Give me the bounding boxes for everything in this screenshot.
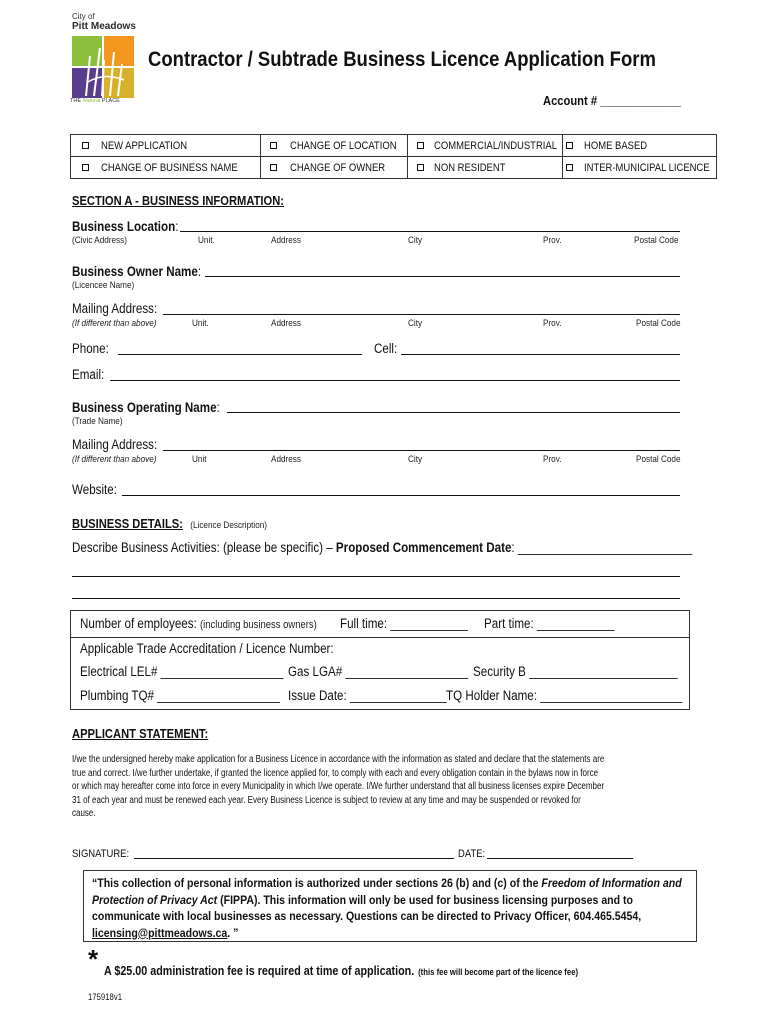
- operating-name-input[interactable]: [227, 412, 680, 413]
- privacy-notice-text: [92, 875, 762, 941]
- business-details-title: BUSINESS DETAILS:: [72, 516, 183, 531]
- privacy-line-2-tail: (FIPPA). This information will only be used for business licensing purposes and to: [217, 892, 633, 907]
- commercial-industrial-checkbox[interactable]: [417, 142, 424, 149]
- fee-notice: [104, 962, 578, 980]
- home-based-checkbox[interactable]: [566, 142, 573, 149]
- tagline-left: THE: [70, 98, 81, 104]
- describe-activities-label: [72, 540, 692, 555]
- statement-line: I/we the undersigned hereby make application for a Business Licence in accordance with the information as stated and declare that the statements are: [72, 754, 605, 765]
- describe-text: Describe Business Activities: (please be specific) –: [72, 540, 336, 555]
- website-input[interactable]: [122, 495, 680, 496]
- postal-code-hint: Postal Code: [634, 235, 679, 246]
- business-location-label: [72, 219, 178, 234]
- operating-name-text: Business Operating Name: [72, 400, 217, 415]
- trade-accreditation-label: Applicable Trade Accreditation / Licence Number:: [80, 641, 334, 656]
- statement-line: cause.: [72, 808, 96, 819]
- commencement-field[interactable]: : ___________________________: [511, 540, 693, 555]
- logo-grass-icon: [78, 42, 130, 96]
- foi-act-text: Freedom of Information and: [541, 876, 682, 890]
- website-label: Website:: [72, 482, 117, 497]
- phone-input[interactable]: [118, 354, 362, 355]
- change-owner-checkbox[interactable]: [270, 164, 277, 171]
- new-application-checkbox[interactable]: [82, 142, 89, 149]
- full-time-field[interactable]: Full time: ____________: [340, 616, 468, 631]
- activities-input-line-1[interactable]: [72, 576, 680, 577]
- mailing-address-label: Mailing Address:: [72, 301, 158, 316]
- logo-tagline: [70, 98, 120, 104]
- prov-hint-3: Prov.: [543, 454, 562, 465]
- gas-field[interactable]: Gas LGA# ___________________: [288, 664, 469, 679]
- phone-label: Phone:: [72, 341, 109, 356]
- owner-name-label: [72, 264, 201, 279]
- tq-holder-field[interactable]: TQ Holder Name: ______________________: [446, 688, 683, 703]
- form-code: 175918v1: [88, 992, 123, 1002]
- tagline-right: PLACE: [101, 98, 120, 104]
- email-input[interactable]: [110, 380, 680, 381]
- change-owner-label: CHANGE OF OWNER: [290, 162, 386, 174]
- date-label: DATE:: [458, 848, 486, 860]
- date-input[interactable]: [487, 858, 633, 859]
- non-resident-checkbox[interactable]: [417, 164, 424, 171]
- commercial-industrial-label: COMMERCIAL/INDUSTRIAL: [434, 140, 558, 152]
- privacy-line-3: communicate with local businesses as necessary. Questions can be directed to Privacy Officer, 604.465.5454,: [92, 909, 642, 923]
- change-location-label: CHANGE OF LOCATION: [290, 140, 397, 152]
- business-location-input[interactable]: [180, 231, 680, 232]
- issue-date-field[interactable]: Issue Date: _______________: [288, 688, 447, 703]
- unit-hint: Unit.: [198, 235, 215, 246]
- operating-name-colon: :: [216, 400, 220, 415]
- section-a-heading: SECTION A - BUSINESS INFORMATION:: [72, 193, 285, 208]
- employees-box-divider: [71, 637, 689, 638]
- prov-hint: Prov.: [543, 235, 562, 246]
- privacy-email-link[interactable]: licensing@pittmeadows.ca: [92, 925, 228, 940]
- change-location-checkbox[interactable]: [270, 142, 277, 149]
- privacy-line-4: [92, 925, 682, 942]
- civic-address-hint: (Civic Address): [72, 235, 127, 246]
- security-field[interactable]: Security B _______________________: [473, 664, 678, 679]
- change-business-name-checkbox[interactable]: [82, 164, 89, 171]
- inter-municipal-checkbox[interactable]: [566, 164, 573, 171]
- privacy-line-1: [92, 875, 682, 892]
- activities-input-line-2[interactable]: [72, 598, 680, 599]
- email-label: Email:: [72, 367, 105, 382]
- electrical-field[interactable]: Electrical LEL# ___________________: [80, 664, 284, 679]
- city-logo: [70, 12, 138, 104]
- mailing-address-2-label: Mailing Address:: [72, 437, 158, 452]
- address-hint: Address: [271, 235, 301, 246]
- address-hint-2: Address: [271, 318, 301, 329]
- address-hint-3: Address: [271, 454, 301, 465]
- non-resident-label: NON RESIDENT: [434, 162, 506, 174]
- owner-name-input[interactable]: [205, 276, 680, 277]
- cell-input[interactable]: [401, 354, 680, 355]
- licencee-name-hint: (Licencee Name): [72, 280, 135, 291]
- trade-name-hint: (Trade Name): [72, 416, 123, 427]
- applicant-statement-text: [72, 753, 737, 821]
- home-based-label: HOME BASED: [584, 140, 648, 152]
- plumbing-field[interactable]: Plumbing TQ# ___________________: [80, 688, 280, 703]
- privacy-open: “This collection of personal information is authorized under sections 26 (b) and (c) of the: [92, 876, 542, 890]
- business-details-heading: [72, 515, 267, 533]
- tagline-mid: Natural: [82, 98, 101, 104]
- city-hint: City: [408, 235, 423, 246]
- unit-hint-3: Unit: [192, 454, 207, 465]
- new-application-label: NEW APPLICATION: [101, 140, 188, 152]
- if-different-hint-2: (If different than above): [72, 454, 157, 465]
- commencement-text: Proposed Commencement Date: [335, 540, 512, 555]
- logo-city-name: Pitt Meadows: [72, 21, 136, 32]
- num-employees-label: [80, 616, 317, 631]
- business-location-colon: :: [175, 219, 179, 234]
- operating-name-label: [72, 400, 220, 415]
- statement-line: or which may hereafter come into force in every Municipality in which I/we operate. I/We further understand that all business licenses expire December: [72, 781, 605, 792]
- part-time-field[interactable]: Part time: ____________: [484, 616, 615, 631]
- signature-label: SIGNATURE:: [72, 848, 130, 860]
- statement-line: true and correct. I/we further undertake, if granted the licence applied for, to comply with each and every obligation contain in the bylaws now in force: [72, 767, 599, 779]
- cell-label: Cell:: [374, 341, 398, 356]
- fee-text: A $25.00 administration fee is required at time of application.: [104, 964, 415, 978]
- owner-name-colon: :: [197, 264, 202, 279]
- logo-city-of: City of: [72, 12, 95, 21]
- privacy-line-2: [92, 892, 682, 909]
- including-owners-hint: (including business owners): [200, 619, 317, 631]
- page-title: Contractor / Subtrade Business Licence Application Form: [148, 47, 656, 71]
- account-number-field[interactable]: Account # _____________: [543, 93, 681, 108]
- business-location-text: Business Location: [72, 219, 176, 234]
- statement-line: 31 of each year and must be renewed each year. Every Business Licence is subject to review at any time and may be suspended or revoked for: [72, 794, 581, 806]
- unit-hint-2: Unit.: [192, 318, 209, 329]
- applicant-statement-heading: APPLICANT STATEMENT:: [72, 726, 209, 741]
- city-hint-2: City: [408, 318, 423, 329]
- protection-act-text: Protection of Privacy Act: [92, 892, 218, 907]
- mailing-address-2-input[interactable]: [163, 450, 680, 451]
- postal-code-hint-2: Postal Code: [636, 318, 681, 329]
- prov-hint-2: Prov.: [543, 318, 562, 329]
- num-employees-text: Number of employees:: [80, 616, 197, 631]
- postal-code-hint-3: Postal Code: [636, 454, 681, 465]
- city-hint-3: City: [408, 454, 423, 465]
- signature-input[interactable]: [134, 858, 454, 859]
- if-different-hint: (If different than above): [72, 318, 157, 329]
- owner-name-text: Business Owner Name: [72, 264, 198, 279]
- privacy-close: . ”: [227, 925, 239, 940]
- fee-asterisk: *: [88, 944, 99, 974]
- change-business-name-label: CHANGE OF BUSINESS NAME: [101, 162, 238, 174]
- fee-note: (this fee will become part of the licence fee): [418, 967, 579, 977]
- inter-municipal-label: INTER-MUNICIPAL LICENCE: [584, 162, 710, 174]
- mailing-address-input[interactable]: [163, 314, 680, 315]
- licence-description-hint: (Licence Description): [190, 520, 268, 531]
